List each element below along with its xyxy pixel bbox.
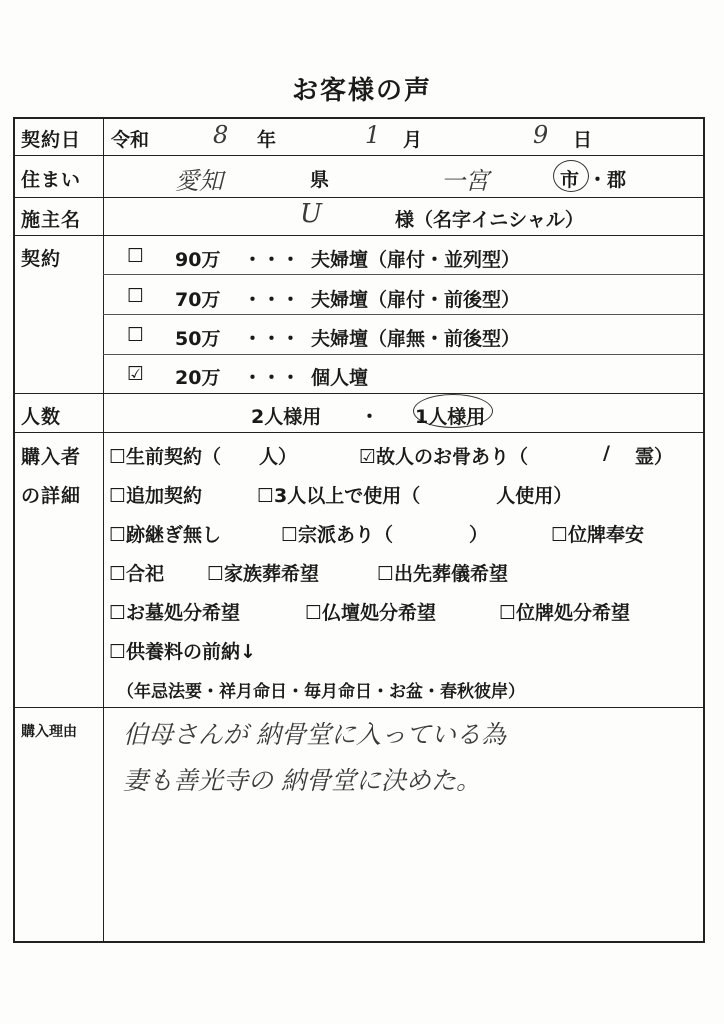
- address-pref-unit: 県: [310, 169, 330, 191]
- row-divider: [103, 274, 703, 275]
- date-month-unit: 月: [403, 129, 423, 151]
- date-era: 令和: [111, 129, 150, 151]
- row-divider: [15, 707, 703, 708]
- contract-price: 20万: [175, 367, 221, 389]
- detail-memorial-list: （年忌法要・祥月命日・毎月命日・お盆・春秋彼岸）: [117, 682, 525, 702]
- contract-desc: 夫婦壇（扉付・並列型）: [311, 249, 521, 271]
- contract-price: 50万: [175, 328, 221, 350]
- contract-desc: 個人壇: [311, 367, 369, 389]
- label-contract-date: 契約日: [21, 129, 82, 151]
- reason-line-1: 伯母さんが 納骨堂に入っている為: [123, 720, 506, 749]
- label-buyer-details-1: 購入者: [21, 446, 82, 468]
- detail-remains-present[interactable]: ☑故人のお骨あり（: [359, 446, 529, 468]
- detail-family-funeral[interactable]: ☐家族葬希望: [207, 563, 320, 585]
- column-divider: [103, 119, 104, 941]
- contract-checkbox[interactable]: ☐: [127, 324, 145, 346]
- row-divider: [103, 314, 703, 315]
- address-pref-value: 愛知: [175, 167, 223, 195]
- address-city-unit: 市: [560, 169, 580, 191]
- detail-ihai-hoan[interactable]: ☐位牌奉安: [551, 524, 645, 546]
- date-year-unit: 年: [257, 129, 277, 151]
- contract-dots: ・・・: [243, 328, 301, 350]
- contract-price: 70万: [175, 289, 221, 311]
- contract-checkbox[interactable]: ☐: [127, 245, 145, 267]
- row-divider: [103, 354, 703, 355]
- detail-grave-disposal[interactable]: ☐お墓処分希望: [109, 602, 241, 624]
- contract-price: 90万: [175, 249, 221, 271]
- detail-additional-contract[interactable]: ☐追加契約: [109, 485, 203, 507]
- label-buyer-details-2: の詳細: [21, 485, 82, 507]
- contract-checkbox[interactable]: ☑: [127, 363, 145, 385]
- detail-butsudan-disposal[interactable]: ☐仏壇処分希望: [305, 602, 437, 624]
- contract-checkbox[interactable]: ☐: [127, 285, 145, 307]
- detail-three-plus-use[interactable]: ☐3人以上で使用（ 人使用）: [257, 485, 573, 507]
- detail-ihai-disposal[interactable]: ☐位牌処分希望: [499, 602, 631, 624]
- contract-desc: 夫婦壇（扉付・前後型）: [311, 289, 521, 311]
- survey-form: [13, 117, 705, 943]
- contract-dots: ・・・: [243, 249, 301, 271]
- date-day-unit: 日: [573, 129, 593, 151]
- detail-sect[interactable]: ☐宗派あり（ ）: [281, 524, 489, 546]
- address-city-value: 一宮: [441, 167, 489, 195]
- label-reason: 購入理由: [21, 724, 77, 740]
- page-title: お客様の声: [291, 76, 432, 106]
- label-address: 住まい: [21, 169, 82, 191]
- detail-goshi[interactable]: ☐合祀: [109, 563, 165, 585]
- contract-desc: 夫婦壇（扉無・前後型）: [311, 328, 521, 350]
- people-option-2: 2人様用: [251, 406, 322, 428]
- contract-dots: ・・・: [243, 367, 301, 389]
- people-option-1: 1人様用: [415, 406, 486, 428]
- owner-suffix: 様（名字イニシャル）: [395, 209, 584, 231]
- reason-line-2: 妻も善光寺の 納骨堂に決めた。: [123, 766, 481, 795]
- people-separator: ・: [360, 406, 380, 428]
- owner-initial-value: U: [300, 199, 322, 229]
- detail-slash: /: [603, 442, 610, 464]
- detail-spirit-count: 霊）: [635, 446, 674, 468]
- detail-pre-contract[interactable]: ☐生前契約（ 人）: [109, 446, 298, 468]
- detail-no-successor[interactable]: ☐跡継ぎ無し: [109, 524, 222, 546]
- row-divider: [15, 393, 703, 394]
- contract-dots: ・・・: [243, 289, 301, 311]
- date-day-value: 9: [533, 121, 549, 149]
- detail-prepaid-offering[interactable]: ☐供養料の前納↓: [109, 641, 256, 663]
- row-divider: [15, 155, 703, 156]
- row-divider: [15, 197, 703, 198]
- address-gun-option: ・郡: [588, 169, 627, 191]
- row-divider: [15, 235, 703, 236]
- detail-remote-funeral[interactable]: ☐出先葬儀希望: [377, 563, 509, 585]
- label-contract: 契約: [21, 248, 62, 270]
- label-owner-name: 施主名: [21, 209, 82, 231]
- row-divider: [15, 432, 703, 433]
- label-people: 人数: [21, 406, 62, 428]
- date-month-value: 1: [365, 121, 381, 149]
- date-year-value: 8: [213, 121, 229, 149]
